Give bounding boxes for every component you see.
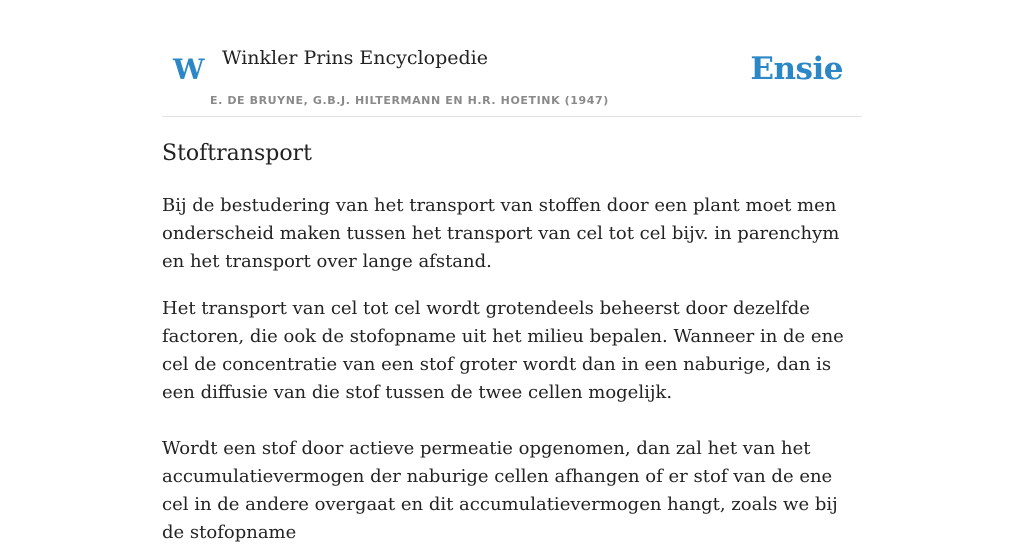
article-title: Stoftransport — [162, 141, 312, 166]
article-paragraph: Bij de bestudering van het transport van stoffen door een plant moet men onderscheid maken tussen het transport van cel tot cel bijv. in parenchym en het transport over lange afstand. — [162, 195, 840, 272]
article-paragraph: Wordt een stof door actieve permeatie opgenomen, dan zal het van het accumulatievermogen der naburige cellen afhangen of er stof van de ene cel in de andere overgaat en dit accumulatievermogen hangt, zoals we bij de stofopname — [162, 438, 838, 543]
ensie-brand-logo[interactable]: Ensie — [750, 51, 843, 87]
article-paragraph: Het transport van cel tot cel wordt grotendeels beheerst door dezelfde factoren, die ook de stofopname uit het milieu bepalen. Wanneer in de ene cel de concentratie van een stof groter wordt dan in een naburige, dan is een diffusie van die stof tussen de twee cellen mogelijk. — [162, 298, 844, 403]
publication-authors: E. DE BRUYNE, G.B.J. HILTERMANN EN H.R. HOETINK (1947) — [210, 94, 609, 107]
site-header — [162, 0, 862, 117]
publication-title[interactable]: Winkler Prins Encyclopedie — [222, 47, 488, 69]
winkler-prins-logo[interactable]: W — [173, 53, 205, 86]
article — [162, 138, 862, 547]
